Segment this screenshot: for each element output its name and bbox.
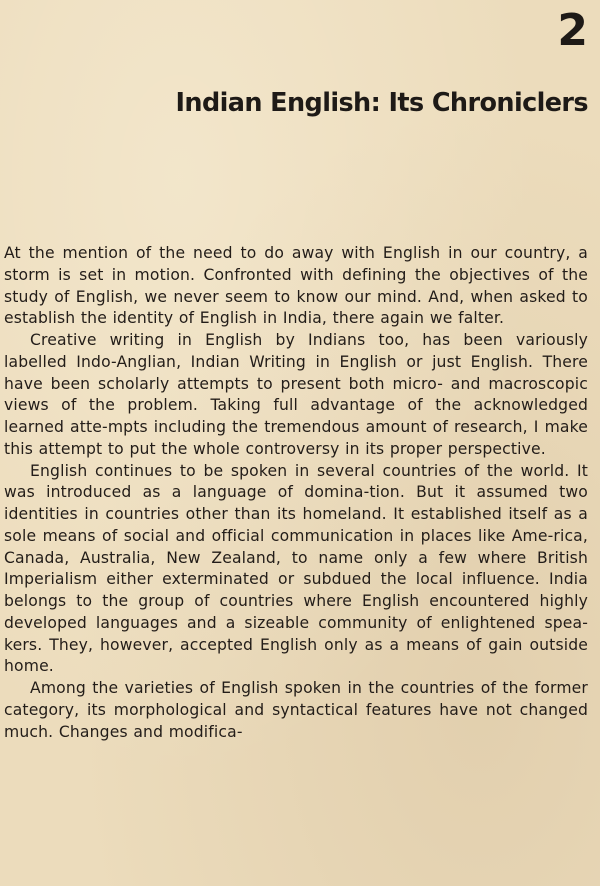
paragraph-1: At the mention of the need to do away with English in our country, a storm is set in motion. Confronted with defining the objectives of the study of English, we never seem to know our mind. And, when asked to establish the identity of English in India, there again we falter. (4, 244, 588, 328)
chapter-number: 2 (557, 5, 588, 56)
paragraph-4: Among the varieties of English spoken in the countries of the former category, its morphological and syntactical features have not changed much. Changes and modifica- (4, 679, 588, 741)
show-through-text (0, 0, 600, 240)
paragraph-2: Creative writing in English by Indians too, has been variously labelled Indo-Anglian, Indian Writing in English or just English. There have been scholarly attempts to present both micro- and macroscopic views of the problem. Taking full advantage of the acknowledged learned atte-mpts including the tremendous amount of research, I make this attempt to put the whole controversy in its proper perspective. (4, 331, 588, 458)
body-text (4, 243, 588, 743)
chapter-title: Indian English: Its Chroniclers (175, 88, 588, 118)
paragraph-3: English continues to be spoken in several countries of the world. It was introduced as a language of domina-tion. But it assumed two identities in countries other than its homeland. It established itself as a sole means of social and official communication in places like Ame-rica, Canada, Australia, New Zealand, to name only a few where British Imperialism either exterminated or subdued the local influence. India belongs to the group of countries where English encountered highly developed languages and a sizeable community of enlightened spea-kers. They, however, accepted English only as a means of gain outside home. (4, 461, 588, 676)
